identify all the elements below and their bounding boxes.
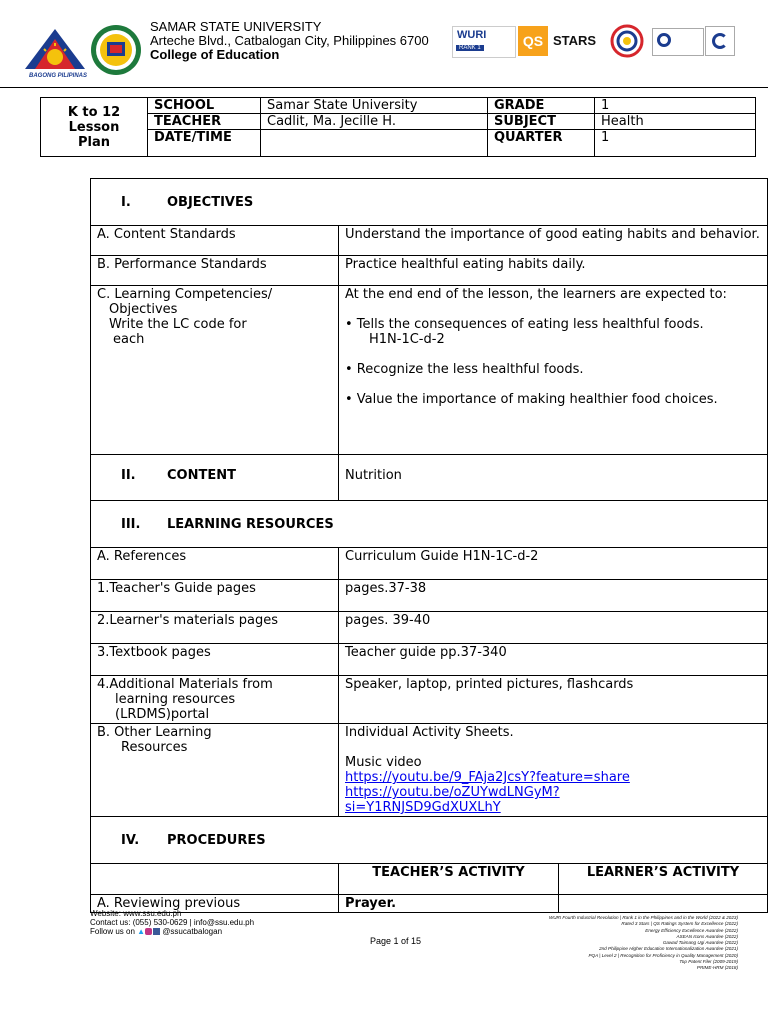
footer-awards: WURI Fourth Industrial Revolution | Rank 1 in the Philippines and in the World (2022 & 2023) Rated 3 Stars | QS Ratings System for Excellence (2022) Energy Efficiency Excellence Awardee (2022) ASEAN Icons Awardee (2022) Gawad Taimang Ugi Awardee (2022) 2nd Philippine Higher Education Internationalization Awardee (2021) PQA | Level 2 | Recognition for Proficiency in Quality Management (2020) Top Patent Filer (2009-2019) PRIME-HRM (2018) xyxy=(548,915,738,971)
footer-follow: Follow us on ▲ @ssucatbalogan xyxy=(90,927,223,936)
table-row xyxy=(91,864,768,895)
table-row xyxy=(91,286,768,455)
footer-website: Website: www.ssu.edu.ph xyxy=(90,909,182,918)
section-objectives-row xyxy=(91,179,768,226)
datetime-value xyxy=(261,130,488,157)
lesson-info-table xyxy=(40,97,756,157)
table-row xyxy=(91,724,768,817)
reviewing-previous-label: A. Reviewing previous xyxy=(91,895,339,913)
bagong-pilipinas-label: BAGONG PILIPINAS xyxy=(28,73,87,79)
subject-value: Health xyxy=(595,114,756,130)
qs-logo: QS xyxy=(518,26,548,56)
teacher-activity-header: TEACHER’S ACTIVITY xyxy=(339,864,559,895)
section-procedures-row xyxy=(91,817,768,864)
teacher-label: TEACHER xyxy=(148,114,261,130)
section-procedures: IV. PROCEDURES xyxy=(91,817,768,864)
table-row xyxy=(91,226,768,256)
performance-standards-value: Practice healthful eating habits daily. xyxy=(339,256,768,286)
additional-materials-value: Speaker, laptop, printed pictures, flashcards xyxy=(339,676,768,724)
section-learning-resources: III. LEARNING RESOURCES xyxy=(91,501,768,548)
textbook-value: Teacher guide pp.37-340 xyxy=(339,644,768,676)
table-row xyxy=(91,548,768,580)
section-resources-row xyxy=(91,501,768,548)
table-row xyxy=(91,612,768,644)
references-value: Curriculum Guide H1N-1C-d-2 xyxy=(339,548,768,580)
quarter-value: 1 xyxy=(595,130,756,157)
facebook-icon[interactable] xyxy=(153,928,160,935)
other-resources-label: B. Other Learning Resources xyxy=(91,724,339,817)
procedures-header-blank xyxy=(91,864,339,895)
music-video-link-2[interactable]: https://youtu.be/oZUYwdLNGyM? si=Y1RNJSD9GdXUXLhY xyxy=(345,785,560,815)
section-objectives: I. OBJECTIVES xyxy=(91,179,768,226)
twitter-icon[interactable]: ▲ xyxy=(137,927,146,936)
table-row xyxy=(91,580,768,612)
table-row xyxy=(91,455,768,501)
footer-contact: Contact us: (055) 530-0629 | info@ssu.edu.ph xyxy=(90,918,255,927)
reviewing-previous-teacher: Prayer. xyxy=(339,895,559,913)
additional-materials-label: 4.Additional Materials from learning resources (LRDMS)portal xyxy=(91,676,339,724)
school-label: SCHOOL xyxy=(148,98,261,114)
grade-label: GRADE xyxy=(488,98,595,114)
wuri-rank-label: RANK 1 xyxy=(456,45,484,51)
grade-value: 1 xyxy=(595,98,756,114)
college-name: College of Education xyxy=(150,47,280,62)
pqa-logo xyxy=(608,24,646,58)
university-name: SAMAR STATE UNIVERSITY xyxy=(150,19,322,34)
teachers-guide-label: 1.Teacher's Guide pages xyxy=(91,580,339,612)
k12-lesson-plan-label: K to 12 Lesson Plan xyxy=(41,98,148,157)
instagram-icon[interactable] xyxy=(145,928,152,935)
iso-logo xyxy=(705,26,735,56)
learners-materials-value: pages. 39-40 xyxy=(339,612,768,644)
header-divider xyxy=(0,87,768,88)
music-video-link-1[interactable]: https://youtu.be/9_FAja2JcsY?feature=share xyxy=(345,770,630,785)
table-row xyxy=(91,256,768,286)
teacher-value: Cadlit, Ma. Jecille H. xyxy=(261,114,488,130)
textbook-label: 3.Textbook pages xyxy=(91,644,339,676)
quarter-label: QUARTER xyxy=(488,130,595,157)
reviewing-previous-learner xyxy=(559,895,768,913)
page-number: Page 1 of 15 xyxy=(370,936,422,946)
other-resources-value: Individual Activity Sheets. Music video https://youtu.be/9_FAja2JcsY?feature=share https://youtu.be/oZUYwdLNGyM? si=Y1RNJSD9GdXUXLhY xyxy=(339,724,768,817)
ssu-seal-logo xyxy=(90,24,142,76)
subject-label: SUBJECT xyxy=(488,114,595,130)
teachers-guide-value: pages.37-38 xyxy=(339,580,768,612)
table-row xyxy=(91,895,768,913)
table-row xyxy=(91,676,768,724)
learning-competencies-label: C. Learning Competencies/ Objectives Write the LC code for each xyxy=(91,286,339,455)
table-row xyxy=(91,644,768,676)
qs-stars-label: STARS xyxy=(553,33,597,48)
content-standards-value: Understand the importance of good eating habits and behavior. xyxy=(339,226,768,256)
lesson-plan-table xyxy=(90,178,768,913)
bagong-pilipinas-logo xyxy=(20,24,90,74)
references-label: A. References xyxy=(91,548,339,580)
datetime-label: DATE/TIME xyxy=(148,130,261,157)
content-value: Nutrition xyxy=(339,455,768,501)
learning-competencies-value: At the end end of the lesson, the learners are expected to: • Tells the consequences of eating less healthful foods. H1N-1C-d-2 • Recognize the less healthful foods. • Value the importance of making healthier food choices. xyxy=(339,286,768,455)
learners-materials-label: 2.Learner's materials pages xyxy=(91,612,339,644)
school-value: Samar State University xyxy=(261,98,488,114)
wuri-rank-logo: WURI RANK 1 xyxy=(452,26,516,58)
content-standards-label: A. Content Standards xyxy=(91,226,339,256)
learner-activity-header: LEARNER’S ACTIVITY xyxy=(559,864,768,895)
section-content: II. CONTENT xyxy=(91,455,339,501)
university-address: Arteche Blvd., Catbalogan City, Philippines 6700 xyxy=(150,33,429,48)
socotec-logo xyxy=(652,28,704,56)
performance-standards-label: B. Performance Standards xyxy=(91,256,339,286)
